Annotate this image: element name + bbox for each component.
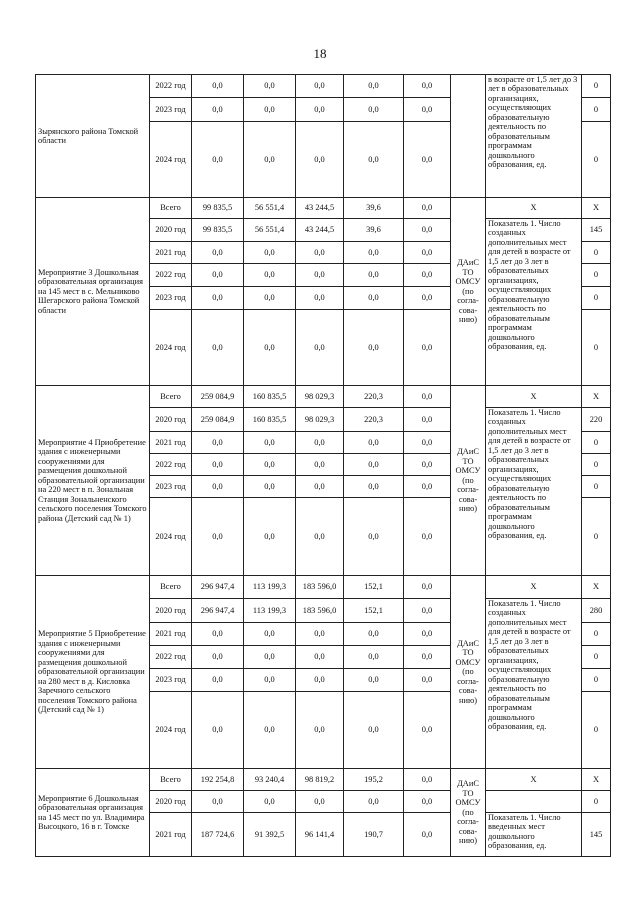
program-table [35,74,611,857]
amount-cell: 0,0 [404,242,451,264]
amount-cell: 0,0 [296,692,344,769]
measure-name: Мероприятие 6 Дошкольная образовательная организация на 145 мест по ул. Владимира Высоцкого, 16 в г. Томске [36,769,150,857]
amount-cell: 152,1 [344,599,404,623]
indicator-value: Х [582,769,611,791]
amount-cell: 0,0 [404,98,451,122]
x-mark: Х [486,769,582,791]
amount-cell: 160 835,5 [244,408,296,432]
indicator-value: 280 [582,599,611,623]
year-cell: 2024 год [150,498,192,576]
amount-cell: 0,0 [296,75,344,98]
total-cell: 0,0 [192,791,244,813]
page-number: 18 [313,46,327,61]
total-cell: 0,0 [192,623,244,646]
indicator-value: Х [582,198,611,219]
amount-cell: 183 596,0 [296,599,344,623]
amount-cell: 113 199,3 [244,599,296,623]
amount-cell: 0,0 [344,310,404,386]
amount-cell: 0,0 [244,98,296,122]
amount-cell: 43 244,5 [296,198,344,219]
indicator-value: 145 [582,813,611,857]
x-mark: Х [486,576,582,599]
amount-cell: 220,3 [344,386,404,408]
year-cell: 2020 год [150,408,192,432]
amount-cell: 0,0 [404,122,451,198]
amount-cell: 0,0 [344,98,404,122]
year-cell: Всего [150,386,192,408]
x-mark: Х [486,198,582,219]
amount-cell: 0,0 [244,454,296,476]
amount-cell: 0,0 [344,476,404,498]
amount-cell: 0,0 [244,646,296,669]
amount-cell: 0,0 [296,432,344,454]
amount-cell: 190,7 [344,813,404,857]
year-cell: 2024 год [150,122,192,198]
amount-cell: 98 029,3 [296,408,344,432]
table-row [36,386,611,408]
year-cell: 2024 год [150,310,192,386]
amount-cell: 0,0 [344,692,404,769]
amount-cell: 0,0 [244,692,296,769]
year-cell: Всего [150,198,192,219]
amount-cell: 195,2 [344,769,404,791]
table-row [36,769,611,791]
amount-cell: 0,0 [244,791,296,813]
amount-cell: 0,0 [296,242,344,264]
total-cell: 296 947,4 [192,576,244,599]
amount-cell: 0,0 [404,646,451,669]
year-cell: 2022 год [150,264,192,287]
total-cell: 0,0 [192,454,244,476]
indicator-value: Х [582,386,611,408]
amount-cell: 43 244,5 [296,219,344,242]
indicator-text: Показатель 1. Число созданных дополнительных мест для детей в возрасте от 1,5 лет до 3 лет в образовательных организациях, осуществляющих образовательную деятельность по образовательным программам дошкольного образования, ед. [486,599,582,769]
year-cell: 2023 год [150,98,192,122]
indicator-value: Х [582,576,611,599]
indicator-text: Показатель 1. Число созданных дополнительных мест для детей в возрасте от 1,5 лет до 3 лет в образовательных организациях, осуществляющих образовательную деятельность по образовательным программам дошкольного образования, ед. [486,219,582,386]
indicator-value: 0 [582,623,611,646]
amount-cell: 160 835,5 [244,386,296,408]
amount-cell: 98 819,2 [296,769,344,791]
amount-cell: 0,0 [244,287,296,310]
indicator-value: 0 [582,264,611,287]
amount-cell: 0,0 [296,287,344,310]
amount-cell: 0,0 [296,454,344,476]
amount-cell: 0,0 [404,198,451,219]
year-cell: 2023 год [150,669,192,692]
amount-cell: 0,0 [404,219,451,242]
amount-cell: 56 551,4 [244,198,296,219]
measure-name: Мероприятие 5 Приобретение здания с инженерными сооружениями для размещения дошкольной образовательной организации на 280 мест в д. Кисловка Заречного сельского поселения Томского района (Детский сад № 1) [36,576,150,769]
amount-cell: 0,0 [404,264,451,287]
indicator-value: 0 [582,75,611,98]
amount-cell: 0,0 [404,692,451,769]
measure-name: Мероприятие 3 Дошкольная образовательная организация на 145 мест в с. Мельниково Шегарского района Томской области [36,198,150,386]
year-cell: 2020 год [150,791,192,813]
indicator-value: 0 [582,454,611,476]
amount-cell: 56 551,4 [244,219,296,242]
indicator-value: 0 [582,692,611,769]
amount-cell: 0,0 [404,287,451,310]
total-cell: 187 724,6 [192,813,244,857]
total-cell: 0,0 [192,75,244,98]
amount-cell: 0,0 [296,646,344,669]
amount-cell: 0,0 [404,576,451,599]
total-cell: 0,0 [192,669,244,692]
indicator-value: 0 [582,791,611,813]
amount-cell: 0,0 [344,454,404,476]
amount-cell: 0,0 [244,242,296,264]
measure-name: Мероприятие 4 Приобретение здания с инженерными сооружениями для размещения дошкольной образовательной организации на 220 мест в п. Зональная Станция Зональненского сельского поселения Томского района (Детский сад № 1) [36,386,150,576]
table-row [36,198,611,219]
amount-cell: 0,0 [344,287,404,310]
total-cell: 0,0 [192,98,244,122]
executor-cell [451,75,486,198]
amount-cell: 0,0 [296,310,344,386]
year-cell: 2024 год [150,692,192,769]
amount-cell: 0,0 [296,476,344,498]
total-cell: 192 254,8 [192,769,244,791]
total-cell: 0,0 [192,310,244,386]
year-cell: 2021 год [150,432,192,454]
year-cell: 2021 год [150,242,192,264]
amount-cell: 0,0 [244,75,296,98]
indicator-text: в возрасте от 1,5 лет до 3 лет в образовательных организациях, осуществляющих образовательную деятельность по образовательным программам дошкольного образования, ед. [486,75,582,198]
total-cell: 0,0 [192,646,244,669]
year-cell: 2020 год [150,599,192,623]
amount-cell: 0,0 [344,791,404,813]
year-cell: Всего [150,576,192,599]
amount-cell: 0,0 [404,454,451,476]
year-cell: Всего [150,769,192,791]
amount-cell: 0,0 [244,498,296,576]
amount-cell: 0,0 [244,432,296,454]
amount-cell: 0,0 [296,264,344,287]
total-cell: 259 084,9 [192,386,244,408]
total-cell: 0,0 [192,122,244,198]
amount-cell: 0,0 [344,623,404,646]
total-cell: 296 947,4 [192,599,244,623]
amount-cell: 0,0 [404,75,451,98]
amount-cell: 0,0 [244,264,296,287]
indicator-value: 0 [582,310,611,386]
indicator-value: 0 [582,498,611,576]
executor-cell: ДАиС ТО ОМСУ (по согла-сова-нию) [451,769,486,857]
year-cell: 2022 год [150,75,192,98]
year-cell: 2023 год [150,287,192,310]
amount-cell: 0,0 [404,813,451,857]
amount-cell: 0,0 [404,599,451,623]
amount-cell: 0,0 [344,432,404,454]
amount-cell: 0,0 [296,669,344,692]
indicator-value: 0 [582,432,611,454]
amount-cell: 0,0 [244,623,296,646]
amount-cell: 0,0 [404,498,451,576]
amount-cell: 0,0 [296,623,344,646]
indicator-value: 0 [582,476,611,498]
indicator-text: Показатель 1. Число созданных дополнительных мест для детей в возрасте от 1,5 лет до 3 лет в образовательных организациях, осуществляющих образовательную деятельность по образовательным программам дошкольного образования, ед. [486,408,582,576]
amount-cell: 0,0 [404,432,451,454]
amount-cell: 93 240,4 [244,769,296,791]
amount-cell: 0,0 [344,646,404,669]
x-mark: Х [486,386,582,408]
amount-cell: 183 596,0 [296,576,344,599]
indicator-text: Показатель 1. Число введенных мест дошкольного образования, ед. [486,813,582,857]
empty-indicator-cell [486,791,582,813]
year-cell: 2021 год [150,623,192,646]
amount-cell: 98 029,3 [296,386,344,408]
indicator-value: 220 [582,408,611,432]
total-cell: 0,0 [192,498,244,576]
amount-cell: 96 141,4 [296,813,344,857]
amount-cell: 0,0 [344,242,404,264]
amount-cell: 0,0 [404,623,451,646]
amount-cell: 0,0 [404,310,451,386]
amount-cell: 39,6 [344,219,404,242]
amount-cell: 0,0 [404,408,451,432]
amount-cell: 0,0 [244,122,296,198]
total-cell: 0,0 [192,476,244,498]
total-cell: 0,0 [192,692,244,769]
amount-cell: 0,0 [296,791,344,813]
amount-cell: 113 199,3 [244,576,296,599]
table-row [36,75,611,98]
executor-cell: ДАиС ТО ОМСУ (по согла-сова-нию) [451,386,486,576]
amount-cell: 0,0 [344,264,404,287]
amount-cell: 0,0 [244,310,296,386]
amount-cell: 0,0 [244,669,296,692]
total-cell: 99 835,5 [192,198,244,219]
executor-cell: ДАиС ТО ОМСУ (по согла-сова-нию) [451,576,486,769]
amount-cell: 0,0 [404,791,451,813]
executor-cell: ДАиС ТО ОМСУ (по согла-сова-нию) [451,198,486,386]
year-cell: 2020 год [150,219,192,242]
table-row [36,576,611,599]
indicator-value: 0 [582,122,611,198]
year-cell: 2022 год [150,454,192,476]
total-cell: 0,0 [192,264,244,287]
amount-cell: 0,0 [404,669,451,692]
amount-cell: 0,0 [296,98,344,122]
total-cell: 0,0 [192,432,244,454]
year-cell: 2021 год [150,813,192,857]
amount-cell: 0,0 [296,122,344,198]
amount-cell: 39,6 [344,198,404,219]
year-cell: 2023 год [150,476,192,498]
amount-cell: 220,3 [344,408,404,432]
total-cell: 259 084,9 [192,408,244,432]
indicator-value: 0 [582,98,611,122]
total-cell: 0,0 [192,242,244,264]
amount-cell: 0,0 [404,476,451,498]
indicator-value: 0 [582,646,611,669]
indicator-value: 0 [582,242,611,264]
amount-cell: 91 392,5 [244,813,296,857]
year-cell: 2022 год [150,646,192,669]
amount-cell: 0,0 [296,498,344,576]
amount-cell: 0,0 [244,476,296,498]
amount-cell: 152,1 [344,576,404,599]
indicator-value: 0 [582,287,611,310]
indicator-value: 145 [582,219,611,242]
amount-cell: 0,0 [404,386,451,408]
total-cell: 0,0 [192,287,244,310]
amount-cell: 0,0 [344,75,404,98]
amount-cell: 0,0 [404,769,451,791]
amount-cell: 0,0 [344,122,404,198]
total-cell: 99 835,5 [192,219,244,242]
amount-cell: 0,0 [344,498,404,576]
indicator-value: 0 [582,669,611,692]
measure-name: Зырянского района Томской области [36,75,150,198]
amount-cell: 0,0 [344,669,404,692]
